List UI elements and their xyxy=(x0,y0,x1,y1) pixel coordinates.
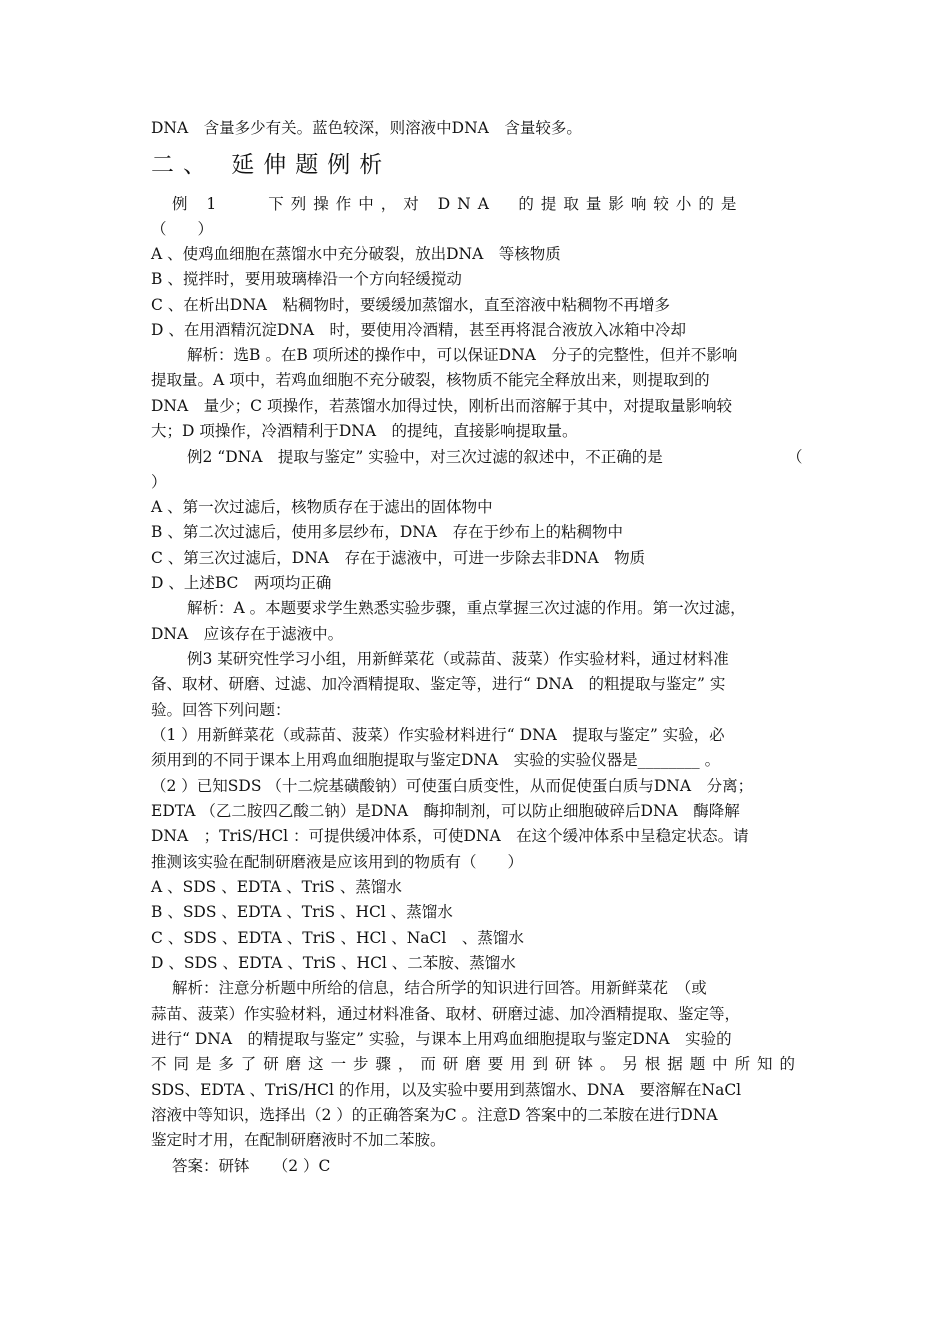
option-d: D 、上述BC 两项均正确 xyxy=(151,574,332,592)
option-a: A 、使鸡血细胞在蒸馏水中充分破裂，放出DNA 等核物质 xyxy=(151,245,561,263)
option-b: B 、SDS 、EDTA 、TriS 、HCl 、蒸馏水 xyxy=(151,903,453,921)
explanation-line: 溶液中等知识，选择出（2 ）的正确答案为C 。注意D 答案中的二苯胺在进行DNA xyxy=(151,1106,718,1124)
explanation-line: 解析：注意分析题中所给的信息，结合所学的知识进行回答。用新鲜菜花 （或 xyxy=(172,979,707,997)
example-3-question: 例3 某研究性学习小组，用新鲜菜花（或蒜苗、菠菜）作实验材料，通过材料准 xyxy=(187,650,729,668)
explanation-line: 蒜苗、菠菜）作实验材料，通过材料准备、取材、研磨过滤、加冷酒精提取、鉴定等， xyxy=(151,1005,741,1023)
explanation-line: 提取量。A 项中，若鸡血细胞不充分破裂，核物质不能完全释放出来，则提取到的 xyxy=(151,371,710,389)
option-a: A 、第一次过滤后，核物质存在于滤出的固体物中 xyxy=(151,498,493,516)
explanation-line: 不同是多了研磨这一步骤，而研磨要用到研钵。另根据题中所知的 xyxy=(151,1055,799,1073)
sub-question-2: 推测该实验在配制研磨液是应该用到的物质有（ ） xyxy=(151,853,524,871)
answer-bracket-open: （ xyxy=(787,448,803,466)
explanation-line: 大；D 项操作，冷酒精利于DNA 的提纯，直接影响提取量。 xyxy=(151,422,578,440)
option-b: B 、第二次过滤后，使用多层纱布，DNA 存在于纱布上的粘稠物中 xyxy=(151,523,624,541)
explanation-line: DNA 量少；C 项操作，若蒸馏水加得过快，刚析出而溶解于其中，对提取量影响较 xyxy=(151,397,732,415)
question-line: 备、取材、研磨、过滤、加冷酒精提取、鉴定等，进行“ DNA 的粗提取与鉴定” 实 xyxy=(151,675,726,693)
example-1-question: 例 1 下列操作中，对 DNA 的提取量影响较小的是 xyxy=(172,195,744,213)
answer-bracket: （ ） xyxy=(151,220,214,238)
option-c: C 、在析出DNA 粘稠物时，要缓缓加蒸馏水，直至溶液中粘稠物不再增多 xyxy=(151,296,670,314)
section-heading: 二、 延伸题例析 xyxy=(151,152,392,178)
explanation-line: SDS、EDTA 、TriS/HCl 的作用，以及实验中要用到蒸馏水、DNA 要溶解在NaCl xyxy=(151,1081,742,1099)
answer-line: 答案：研钵 （2 ）C xyxy=(172,1157,331,1175)
option-d: D 、在用酒精沉淀DNA 时，要使用冷酒精，甚至再将混合液放入冰箱中冷却 xyxy=(151,321,687,339)
option-a: A 、SDS 、EDTA 、TriS 、蒸馏水 xyxy=(151,878,402,896)
explanation-line: 解析：A 。本题要求学生熟悉实验步骤，重点掌握三次过滤的作用。第一次过滤， xyxy=(187,599,746,617)
option-b: B 、搅拌时，要用玻璃棒沿一个方向轻缓搅动 xyxy=(151,270,462,288)
explanation-line: 鉴定时才用，在配制研磨液时不加二苯胺。 xyxy=(151,1131,446,1149)
sub-question-1: （1 ）用新鲜菜花（或蒜苗、菠菜）作实验材料进行“ DNA 提取与鉴定” 实验，必 xyxy=(151,726,725,744)
option-c: C 、SDS 、EDTA 、TriS 、HCl 、NaCl 、蒸馏水 xyxy=(151,929,524,947)
question-line: 验。回答下列问题： xyxy=(151,701,291,719)
option-c: C 、第三次过滤后，DNA 存在于滤液中，可进一步除去非DNA 物质 xyxy=(151,549,646,567)
sub-question-1: 须用到的不同于课本上用鸡血细胞提取与鉴定DNA 实验的实验仪器是________ 。 xyxy=(151,751,721,769)
sub-question-2: （2 ）已知SDS （十二烷基磺酸钠）可使蛋白质变性，从而促使蛋白质与DNA 分离； xyxy=(151,777,754,795)
explanation-line: DNA 应该存在于滤液中。 xyxy=(151,625,344,643)
example-2-question: 例2 “DNA 提取与鉴定” 实验中，对三次过滤的叙述中，不正确的是 xyxy=(187,448,663,466)
text-line: DNA 含量多少有关。蓝色较深，则溶液中DNA 含量较多。 xyxy=(151,119,582,137)
explanation-line: 解析：选B 。在B 项所述的操作中，可以保证DNA 分子的完整性，但并不影响 xyxy=(187,346,738,364)
answer-bracket-close: ） xyxy=(151,473,167,491)
option-d: D 、SDS 、EDTA 、TriS 、HCl 、二苯胺、蒸馏水 xyxy=(151,954,516,972)
sub-question-2: DNA ；TriS/HCl ：可提供缓冲体系，可使DNA 在这个缓冲体系中呈稳定状态。请 xyxy=(151,827,749,845)
sub-question-2: EDTA （乙二胺四乙酸二钠）是DNA 酶抑制剂，可以防止细胞破碎后DNA 酶降解 xyxy=(151,802,740,820)
explanation-line: 进行“ DNA 的精提取与鉴定” 实验，与课本上用鸡血细胞提取与鉴定DNA 实验的 xyxy=(151,1030,732,1048)
